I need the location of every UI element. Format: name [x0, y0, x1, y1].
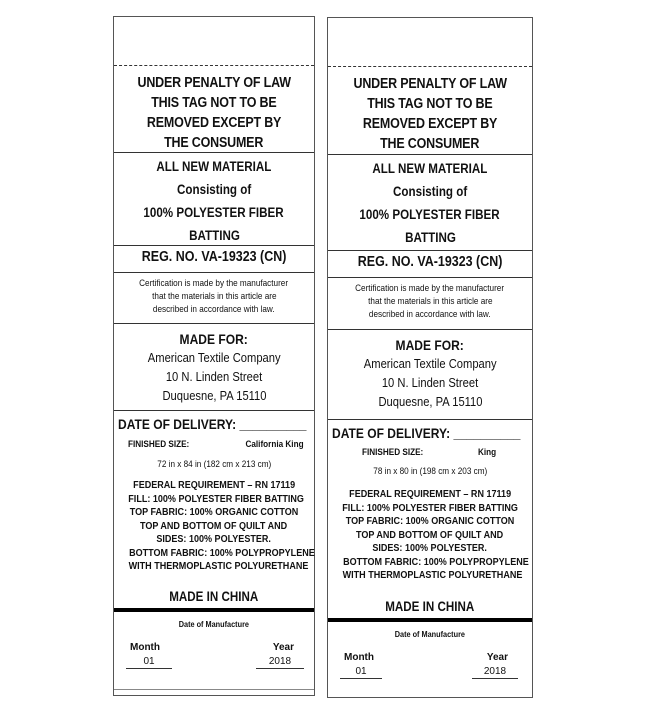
finished-size-value-text: California King: [245, 439, 304, 450]
requirement-line: FEDERAL REQUIREMENT – RN 17119: [133, 479, 295, 491]
requirement-line: BOTTOM FABRIC: 100% POLYPROPYLENE: [343, 555, 529, 568]
warning-line: THIS TAG NOT TO BE: [367, 96, 493, 112]
made-for-title: MADE FOR:: [179, 331, 249, 347]
divider: [328, 154, 532, 155]
date-of-manufacture: [114, 619, 314, 629]
made-for-line: American Textile Company: [147, 350, 281, 365]
year-field: [256, 656, 304, 680]
finished-size-label: [128, 439, 199, 450]
warning-line: THIS TAG NOT TO BE: [151, 95, 277, 111]
requirements-block: [328, 488, 532, 583]
made-for-line: 10 N. Linden Street: [165, 369, 263, 384]
warning-line: UNDER PENALTY OF LAW: [137, 75, 291, 91]
divider: [328, 250, 532, 251]
requirement-line: SIDES: 100% POLYESTER.: [156, 533, 272, 545]
thick-divider: [328, 618, 532, 622]
date-of-manufacture-text: Date of Manufacture: [178, 619, 250, 629]
reg-number: [328, 254, 532, 270]
warning-block: [328, 74, 532, 154]
warning-line: THE CONSUMER: [380, 136, 480, 152]
finished-size-label-text: FINISHED SIZE:: [362, 447, 424, 458]
divider: [114, 152, 314, 153]
certification-line: Certification is made by the manufacturer: [355, 283, 505, 294]
made-in: [114, 589, 314, 604]
date-of-delivery: [118, 416, 310, 432]
warning-line: UNDER PENALTY OF LAW: [353, 76, 507, 92]
requirement-line: FILL: 100% POLYESTER FIBER BATTING: [128, 492, 304, 505]
year-label: Year: [486, 652, 508, 663]
divider: [114, 323, 314, 324]
made-for-line: American Textile Company: [363, 356, 497, 371]
certification-line: Certification is made by the manufacturer: [139, 278, 289, 289]
month-label: Month: [130, 642, 160, 653]
finished-size-label: [362, 447, 433, 458]
divider: [328, 277, 532, 278]
year-value: 2018: [483, 666, 507, 677]
divider: [114, 272, 314, 273]
year-value: 2018: [268, 656, 292, 667]
requirements-block: [114, 479, 314, 574]
finished-size-value: [475, 447, 496, 458]
month-value: 01: [355, 666, 367, 677]
thick-divider: [114, 608, 314, 612]
month-field: [126, 656, 172, 680]
dimensions-text: 72 in x 84 in (182 cm x 213 cm): [156, 459, 271, 470]
date-of-manufacture: [328, 629, 532, 639]
made-for-line: 10 N. Linden Street: [381, 375, 479, 390]
certification-block: [114, 277, 314, 316]
date-of-delivery: [332, 425, 528, 441]
certification-line: that the materials in this article are: [151, 291, 277, 302]
requirement-line: SIDES: 100% POLYESTER.: [372, 542, 488, 554]
reg-number: [114, 249, 314, 265]
divider: [114, 410, 314, 411]
requirement-line: FEDERAL REQUIREMENT – RN 17119: [349, 488, 511, 500]
finished-size-value: [236, 439, 304, 450]
month-label: Month: [344, 652, 374, 663]
certification-line: described in accordance with law.: [153, 304, 275, 315]
made-for-line: Duquesne, PA 15110: [161, 388, 267, 403]
requirement-line: WITH THERMOPLASTIC POLYURETHANE: [128, 560, 309, 572]
month-value: 01: [143, 656, 155, 667]
requirement-line: TOP FABRIC: 100% ORGANIC COTTON: [345, 515, 515, 527]
dimensions: [328, 466, 532, 477]
made-in-text: MADE IN CHINA: [385, 599, 475, 614]
made-in: [328, 599, 532, 614]
made-in-text: MADE IN CHINA: [169, 589, 259, 604]
warning-line: REMOVED EXCEPT BY: [146, 115, 282, 131]
certification-block: [328, 282, 532, 321]
tear-line: [328, 66, 532, 67]
dimensions: [114, 459, 314, 470]
year-field: [472, 666, 518, 690]
material-line: 100% POLYESTER FIBER: [143, 205, 285, 220]
requirement-line: FILL: 100% POLYESTER FIBER BATTING: [342, 501, 518, 514]
requirement-line: TOP FABRIC: 100% ORGANIC COTTON: [129, 506, 299, 518]
requirement-line: TOP AND BOTTOM OF QUILT AND: [356, 528, 504, 541]
certification-line: described in accordance with law.: [369, 309, 491, 320]
tear-line: [114, 65, 314, 66]
warning-block: [114, 73, 314, 153]
material-block: [328, 157, 532, 249]
finished-size-value-text: King: [477, 447, 496, 458]
divider: [328, 329, 532, 330]
finished-size-label-text: FINISHED SIZE:: [128, 439, 190, 450]
warning-line: THE CONSUMER: [164, 135, 264, 151]
material-line: Consisting of: [392, 184, 468, 199]
made-for-block: [328, 336, 532, 411]
reg-number-text: REG. NO. VA-19323 (CN): [357, 254, 503, 270]
material-line: 100% POLYESTER FIBER: [359, 207, 501, 222]
divider: [328, 419, 532, 420]
material-line: Consisting of: [176, 182, 252, 197]
divider: [114, 245, 314, 246]
material-line: ALL NEW MATERIAL: [372, 161, 488, 176]
certification-line: that the materials in this article are: [367, 296, 493, 307]
material-line: BATTING: [404, 230, 456, 245]
requirement-line: TOP AND BOTTOM OF QUILT AND: [140, 519, 288, 532]
requirement-line: BOTTOM FABRIC: 100% POLYPROPYLENE: [129, 546, 315, 559]
bottom-line: [114, 689, 314, 690]
year-label: Year: [272, 642, 294, 653]
month-field: [340, 666, 382, 690]
material-block: [114, 155, 314, 247]
made-for-line: Duquesne, PA 15110: [377, 394, 483, 409]
material-line: BATTING: [188, 228, 240, 243]
reg-number-text: REG. NO. VA-19323 (CN): [141, 249, 287, 265]
made-for-title: MADE FOR:: [395, 337, 465, 353]
dimensions-text: 78 in x 80 in (198 cm x 203 cm): [372, 466, 487, 477]
law-tag-left: [113, 16, 315, 696]
material-line: ALL NEW MATERIAL: [156, 159, 272, 174]
date-of-delivery-text: DATE OF DELIVERY: __________: [332, 425, 521, 441]
date-of-delivery-text: DATE OF DELIVERY: __________: [118, 416, 307, 432]
requirement-line: WITH THERMOPLASTIC POLYURETHANE: [342, 569, 523, 581]
warning-line: REMOVED EXCEPT BY: [362, 116, 498, 132]
law-tag-right: [327, 17, 533, 698]
made-for-block: [114, 330, 314, 405]
date-of-manufacture-text: Date of Manufacture: [394, 629, 466, 639]
